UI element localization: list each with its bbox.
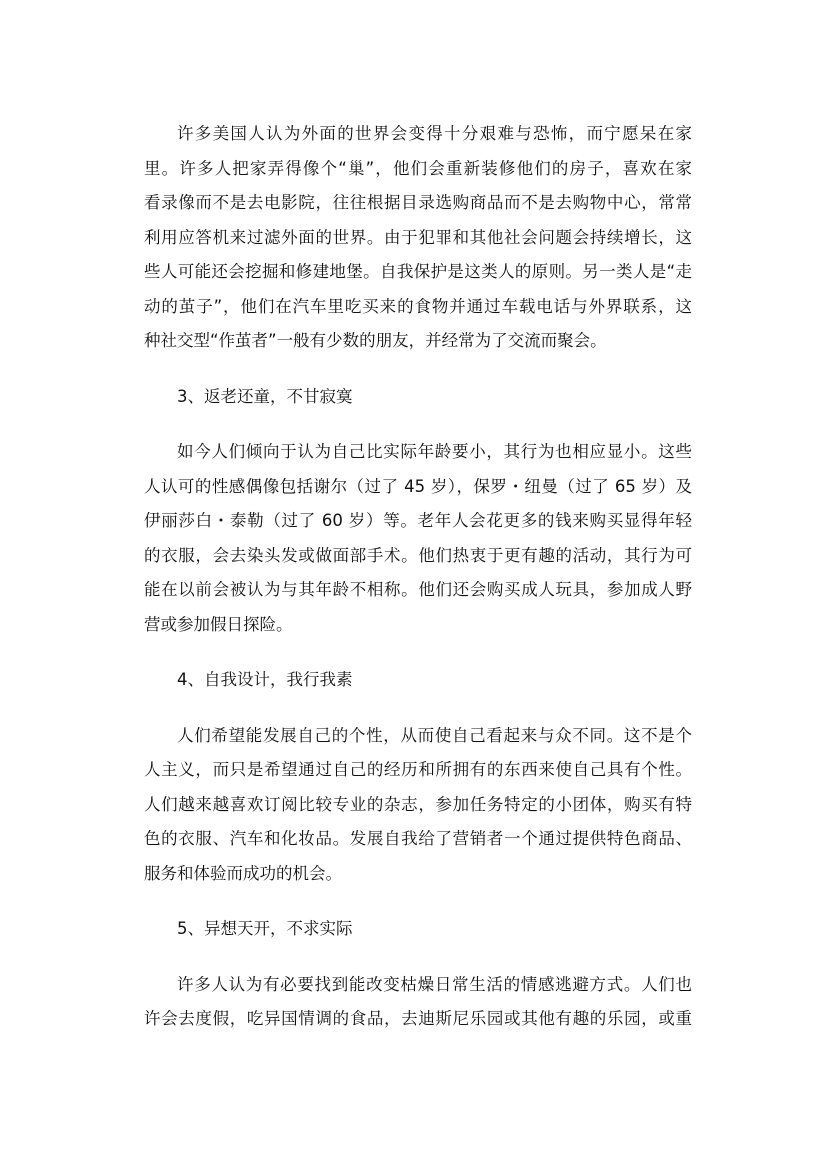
- section-5: [144, 912, 692, 1037]
- paragraph-line: 许多美国人认为外面的世界会变得十分艰难与恐怖，而宁愿呆在家: [177, 124, 692, 143]
- paragraph-cocooning: [144, 117, 692, 359]
- paragraph-line: 人们越来越喜欢订阅比较专业的杂志，参加任务特定的小团体，购买有特: [144, 794, 692, 814]
- section-gap: [144, 891, 692, 912]
- section-heading: 3、返老还童，不甘寂寞: [177, 386, 353, 406]
- paragraph-line: 服务和体验而成功的机会。: [144, 863, 342, 883]
- paragraph-line: 人主义，而只是希望通过自己的经历和所拥有的东西来使自己具有个性。: [144, 760, 692, 779]
- section-heading: 5、异想天开，不求实际: [177, 919, 353, 938]
- paragraph-line: 人们希望能发展自己的个性，从而使自己看起来与众不同。这不是个: [177, 725, 692, 745]
- paragraph-line: 的衣服，会去染头发或做面部手术。他们热衷于更有趣的活动，其行为可: [144, 545, 692, 565]
- section-heading: 4、自我设计，我行我素: [177, 670, 353, 689]
- paragraph-line: 许会去度假，吃异国情调的食品，去迪斯尼乐园或其他有趣的乐园，或重: [144, 1009, 692, 1028]
- section-gap: [144, 642, 692, 663]
- paragraph-line: 伊丽莎白・泰勒（过了 60 岁）等。老年人会花更多的钱来购买显得年轻: [144, 511, 692, 530]
- paragraph-line: 色的衣服、汽车和化妆品。发展自我给了营销者一个通过提供特色商品、: [144, 829, 692, 848]
- heading-gap: [144, 414, 692, 435]
- document-body: [144, 117, 692, 1037]
- paragraph-line: 人认可的性感偶像包括谢尔（过了 45 岁），保罗・纽曼（过了 65 岁）及: [144, 476, 692, 496]
- paragraph-line: 许多人认为有必要找到能改变枯燥日常生活的情感逃避方式。人们也: [177, 974, 692, 994]
- paragraph-line: 利用应答机来过滤外面的世界。由于犯罪和其他社会问题会持续增长，这: [144, 227, 692, 247]
- paragraph-line: 看录像而不是去电影院，往往根据目录选购商品而不是去购物中心，常常: [144, 193, 692, 212]
- heading-gap: [144, 947, 692, 968]
- paragraph-line: 种社交型“作茧者”一般有少数的朋友，并经常为了交流而聚会。: [144, 331, 607, 350]
- paragraph-line: 里。许多人把家弄得像个“巢”，他们会重新装修他们的房子，喜欢在家: [144, 158, 692, 178]
- section-gap: [144, 359, 692, 380]
- section-4: [144, 663, 692, 891]
- paragraph-line: 如今人们倾向于认为自己比实际年龄要小，其行为也相应显小。这些: [177, 442, 692, 461]
- paragraph-line: 些人可能还会挖掘和修建地堡。自我保护是这类人的原则。另一类人是“走: [144, 262, 692, 281]
- heading-gap: [144, 698, 692, 719]
- paragraph-line: 能在以前会被认为与其年龄不相称。他们还会购买成人玩具，参加成人野: [144, 580, 692, 599]
- paragraph-line: 动的茧子”，他们在汽车里吃买来的食物并通过车载电话与外界联系，这: [144, 296, 692, 316]
- section-3: [144, 380, 692, 643]
- paragraph-line: 营或参加假日探险。: [144, 614, 293, 634]
